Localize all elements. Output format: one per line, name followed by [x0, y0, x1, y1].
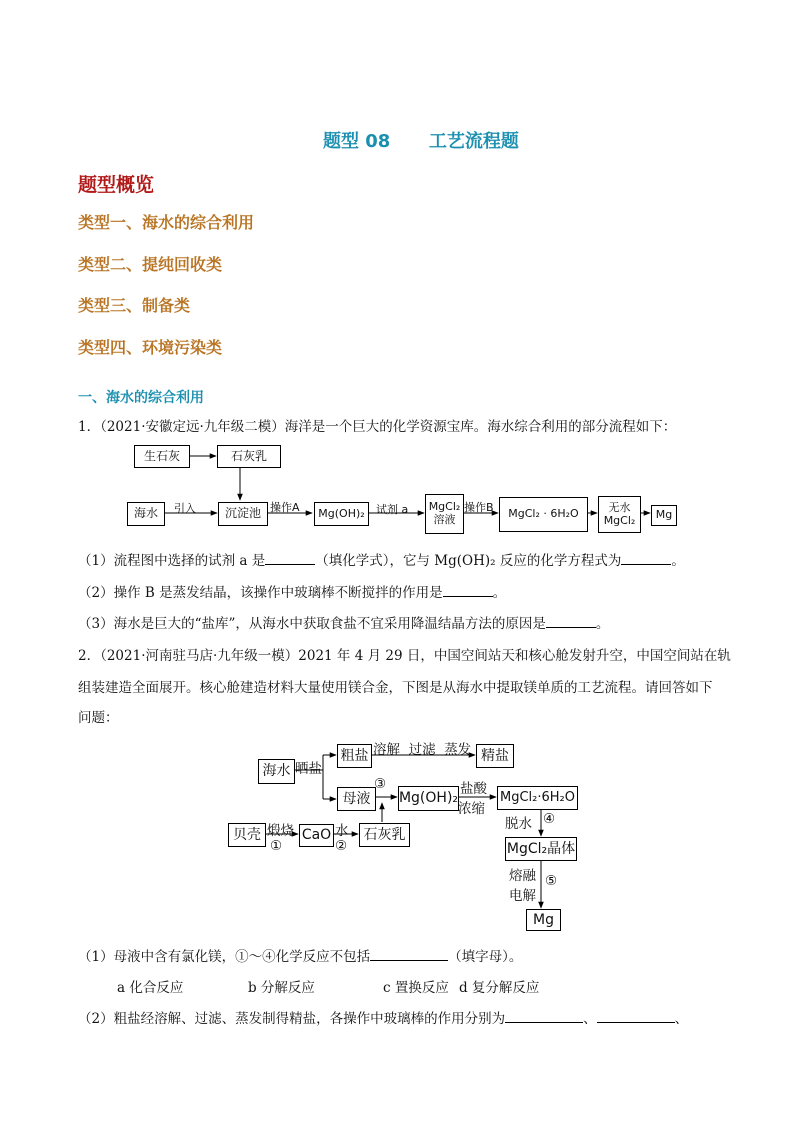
label-hydrochloric-acid: 盐酸	[460, 781, 487, 797]
answer-blank[interactable]	[505, 1009, 583, 1023]
label-dehydrate: 脱水	[505, 816, 532, 832]
label-electrolysis: 电解	[509, 888, 536, 904]
node-lime-milk-2: 石灰乳	[359, 823, 410, 847]
option-c: c 置换反应	[383, 980, 449, 996]
page-title: 工艺流程题	[428, 131, 519, 152]
question-2-stem-line-1: 2．（2021·河南驻马店·九年级一模）2021 年 4 月 29 日，中国空间站天和核心舱发射升空，中国空间站在轨	[78, 648, 731, 664]
node-mgcl2-crystal: MgCl₂晶体	[505, 837, 577, 861]
label-operation-a: 操作A	[270, 501, 300, 514]
label-water: 水	[335, 823, 349, 839]
option-b: b 分解反应	[248, 980, 315, 996]
question-2-stem-line-3: 问题：	[78, 710, 119, 726]
question-1-part-2: （2）操作 B 是蒸发结晶，该操作中玻璃棒不断搅拌的作用是 。	[78, 585, 507, 601]
label-introduce: 引入	[174, 502, 196, 515]
node-mg: Mg	[651, 505, 677, 526]
question-1-part-3: （3）海水是巨大的“盐库”，从海水中获取食盐不宜采用降温结晶方法的原因是 。	[78, 616, 610, 632]
node-mother-liquor: 母液	[337, 787, 376, 811]
node-quicklime: 生石灰	[134, 445, 190, 468]
node-settling-tank: 沉淀池	[218, 502, 268, 526]
question-2-part-1: （1）母液中含有氯化镁，①～④化学反应不包括 （填字母）。	[78, 949, 523, 965]
node-mgoh2: Mg(OH)₂	[314, 502, 369, 526]
node-hydrate-2: MgCl₂·6H₂O	[497, 786, 578, 810]
node-anhydrous-mgcl2: 无水 MgCl₂	[598, 496, 641, 533]
overview-type-3: 类型三、制备类	[78, 296, 191, 315]
label-operation-b: 操作B	[464, 501, 494, 514]
question-1-part-1: （1）流程图中选择的试剂 a 是 （填化学式），它与 Mg(OH)₂ 反应的化学方程式为 。	[78, 553, 685, 569]
label-molten: 熔融	[509, 868, 536, 884]
overview-type-2: 类型二、提纯回收类	[78, 255, 223, 274]
option-d: d 复分解反应	[459, 980, 540, 996]
answer-blank[interactable]	[597, 1009, 675, 1023]
node-seawater: 海水	[127, 502, 165, 526]
label-calcine: 煅烧	[267, 823, 294, 839]
node-lime-milk: 石灰乳	[217, 445, 281, 468]
node-refined-salt: 精盐	[476, 744, 514, 768]
overview-type-1: 类型一、海水的综合利用	[78, 213, 255, 232]
overview-type-4: 类型四、环境污染类	[78, 338, 223, 357]
node-hydrate: MgCl₂ · 6H₂O	[499, 497, 588, 532]
node-mg-2: Mg	[526, 909, 561, 931]
label-step-4: ④	[543, 811, 556, 827]
node-crude-salt: 粗盐	[337, 744, 372, 768]
question-2-part-2: （2）粗盐经溶解、过滤、蒸发制得精盐，各操作中玻璃棒的作用分别为 、 、	[78, 1011, 689, 1027]
label-dissolve-filter-evaporate: 溶解 过滤 蒸发	[373, 742, 472, 758]
question-1-stem: 1．（2021·安徽定远·九年级二模）海洋是一个巨大的化学资源宝库。海水综合利用的部分流程如下：	[78, 419, 677, 435]
label-concentrate: 浓缩	[458, 801, 485, 817]
title-prefix: 题型 08	[323, 131, 391, 152]
node-cao: CaO	[299, 824, 334, 847]
label-sun-dry: 晒盐	[295, 761, 322, 777]
question-2-stem-line-2: 组装建造全面展开。核心舱建造材料大量使用镁合金，下图是从海水中提取镁单质的工艺流程。请回答如下	[78, 680, 713, 696]
label-step-1: ①	[270, 838, 283, 854]
answer-blank[interactable]	[370, 947, 448, 961]
option-a: a 化合反应	[117, 980, 184, 996]
label-step-5: ⑤	[545, 873, 558, 889]
node-mgoh2-2: Mg(OH)₂	[398, 786, 459, 811]
node-shell: 贝壳	[228, 823, 266, 847]
node-seawater-2: 海水	[258, 759, 295, 784]
label-reagent-a: 试剂 a	[376, 503, 409, 516]
label-step-2: ②	[335, 838, 348, 854]
overview-heading: 题型概览	[78, 174, 155, 196]
node-mgcl2-solution: MgCl₂ 溶液	[425, 494, 464, 534]
section-heading: 一、海水的综合利用	[78, 390, 204, 406]
label-step-3: ③	[374, 776, 387, 792]
